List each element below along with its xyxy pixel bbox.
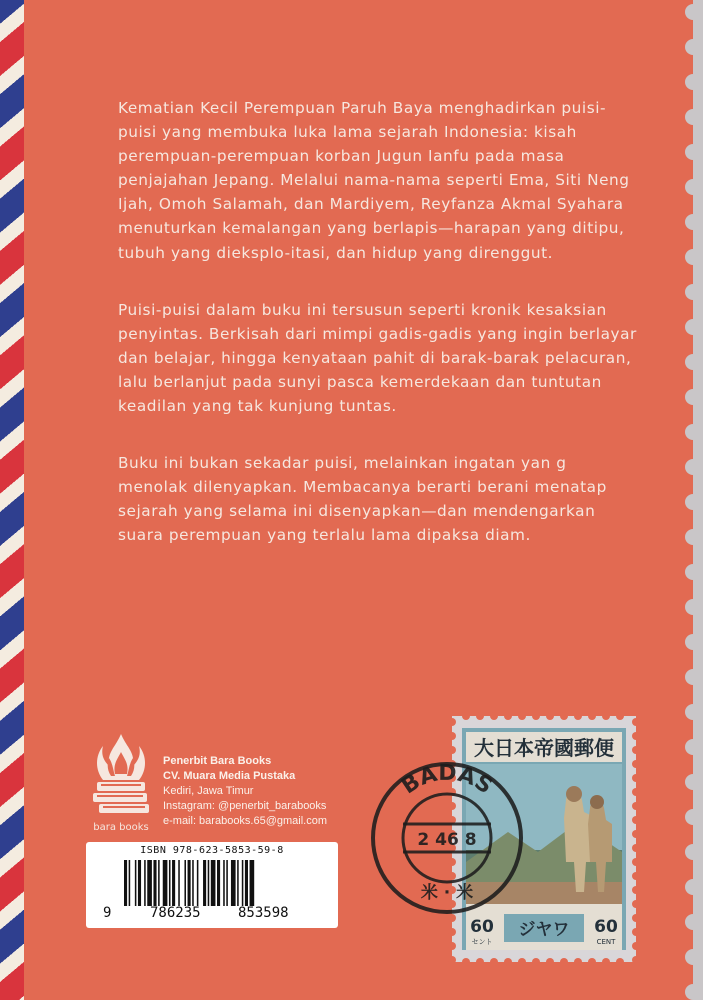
blurb — [118, 96, 638, 581]
barcode-digit-first: 9 — [103, 905, 112, 921]
barcode-bar — [188, 860, 191, 906]
publisher-city: Kediri, Jawa Timur — [163, 785, 254, 797]
barcode-bar — [242, 860, 244, 906]
barcode-bar — [208, 860, 210, 906]
barcode-bar — [178, 860, 180, 906]
postmark-town: BADAS — [397, 760, 497, 800]
barcode-bar — [153, 860, 156, 906]
barcode-digits-left: 786235 — [150, 905, 201, 921]
barcode-bar — [226, 860, 228, 906]
barcode-bar — [184, 860, 186, 906]
stamp-country: ジヤワ — [518, 920, 570, 940]
blurb-paragraph-1: Kematian Kecil Perempuan Paruh Baya menghadirkan puisi-puisi yang membuka luka lama sejarah Indonesia: kisah perempuan-perempuan korban Jugun Ianfu pada masa penjajahan Jepang. Melalui nama-nama seperti Ema, Siti Neng Ijah, Omoh Salamah, dan Mardiyem, Reyfanza Akmal Syahara menuturkan kemalangan yang berlapis—harapan yang ditipu, tubuh yang dieksplo-itasi, dan hidup yang direnggut. — [118, 99, 630, 262]
publisher-logo — [85, 730, 157, 840]
barcode-bar — [169, 860, 171, 906]
stamp-value-right-unit: CENT — [596, 938, 616, 946]
airmail-border — [0, 0, 30, 1000]
barcode-bar — [197, 860, 199, 906]
barcode-bar — [144, 860, 146, 906]
barcode-bar — [250, 860, 255, 906]
publisher-company: CV. Muara Media Pustaka — [163, 770, 296, 782]
barcode-bar — [211, 860, 216, 906]
publisher-email: e-mail: barabooks.65@gmail.com — [163, 815, 328, 827]
publisher-info — [163, 754, 393, 829]
postmark — [367, 758, 527, 918]
postmark-date: 2 46 8 — [417, 830, 477, 850]
logo-label: bara books — [93, 822, 149, 833]
scalloped-edge — [683, 0, 703, 1000]
stamp-value-left: 60 — [470, 917, 494, 937]
stamp-value-right: 60 — [594, 917, 618, 937]
barcode-bar — [203, 860, 206, 906]
barcode-bar — [245, 860, 248, 906]
barcode-bar — [237, 860, 239, 906]
stamp-header: 大日本帝國郵便 — [474, 736, 614, 760]
blurb-paragraph-2: Puisi-puisi dalam buku ini tersusun seperti kronik kesaksian penyintas. Berkisah dari mimpi gadis-gadis yang ingin berlayar dan belajar, hingga kenyataan pahit di barak-barak pelacuran, lalu berlanjut pada sunyi pasca kemerdekaan dan tuntutan keadilan yang tak kunjung tuntas. — [118, 300, 637, 416]
barcode-digits-right: 853598 — [238, 905, 289, 921]
barcode-bar — [163, 860, 168, 906]
barcode-bar — [231, 860, 236, 906]
barcode-bar — [192, 860, 194, 906]
barcode-bar — [158, 860, 160, 906]
publisher-name: Penerbit Bara Books — [163, 755, 272, 767]
postmark-bottom: 米 · 米 — [420, 883, 474, 903]
barcode-bars — [124, 860, 300, 906]
barcode-bar — [138, 860, 141, 906]
barcode-bar — [135, 860, 137, 906]
barcode-bar — [223, 860, 225, 906]
barcode-bar — [217, 860, 220, 906]
isbn-barcode — [86, 842, 338, 928]
barcode-bar — [147, 860, 152, 906]
burning-books-icon — [85, 730, 157, 820]
isbn-label: ISBN 978-623-5853-59-8 — [140, 845, 284, 856]
stamp-value-left-unit: セント — [471, 938, 493, 946]
barcode-bar — [129, 860, 131, 906]
barcode-bar — [124, 860, 127, 906]
blurb-paragraph-3: Buku ini bukan sekadar puisi, melainkan ingatan yan g menolak dilenyapkan. Membacanya berarti berani menatap sejarah yang selama ini disenyapkan—dan mendengarkan suara perempuan yang terlalu lama dipaksa diam. — [118, 454, 607, 545]
barcode-digits — [86, 905, 338, 925]
publisher-instagram: Instagram: @penerbit_barabooks — [163, 800, 327, 812]
barcode-bar — [172, 860, 175, 906]
